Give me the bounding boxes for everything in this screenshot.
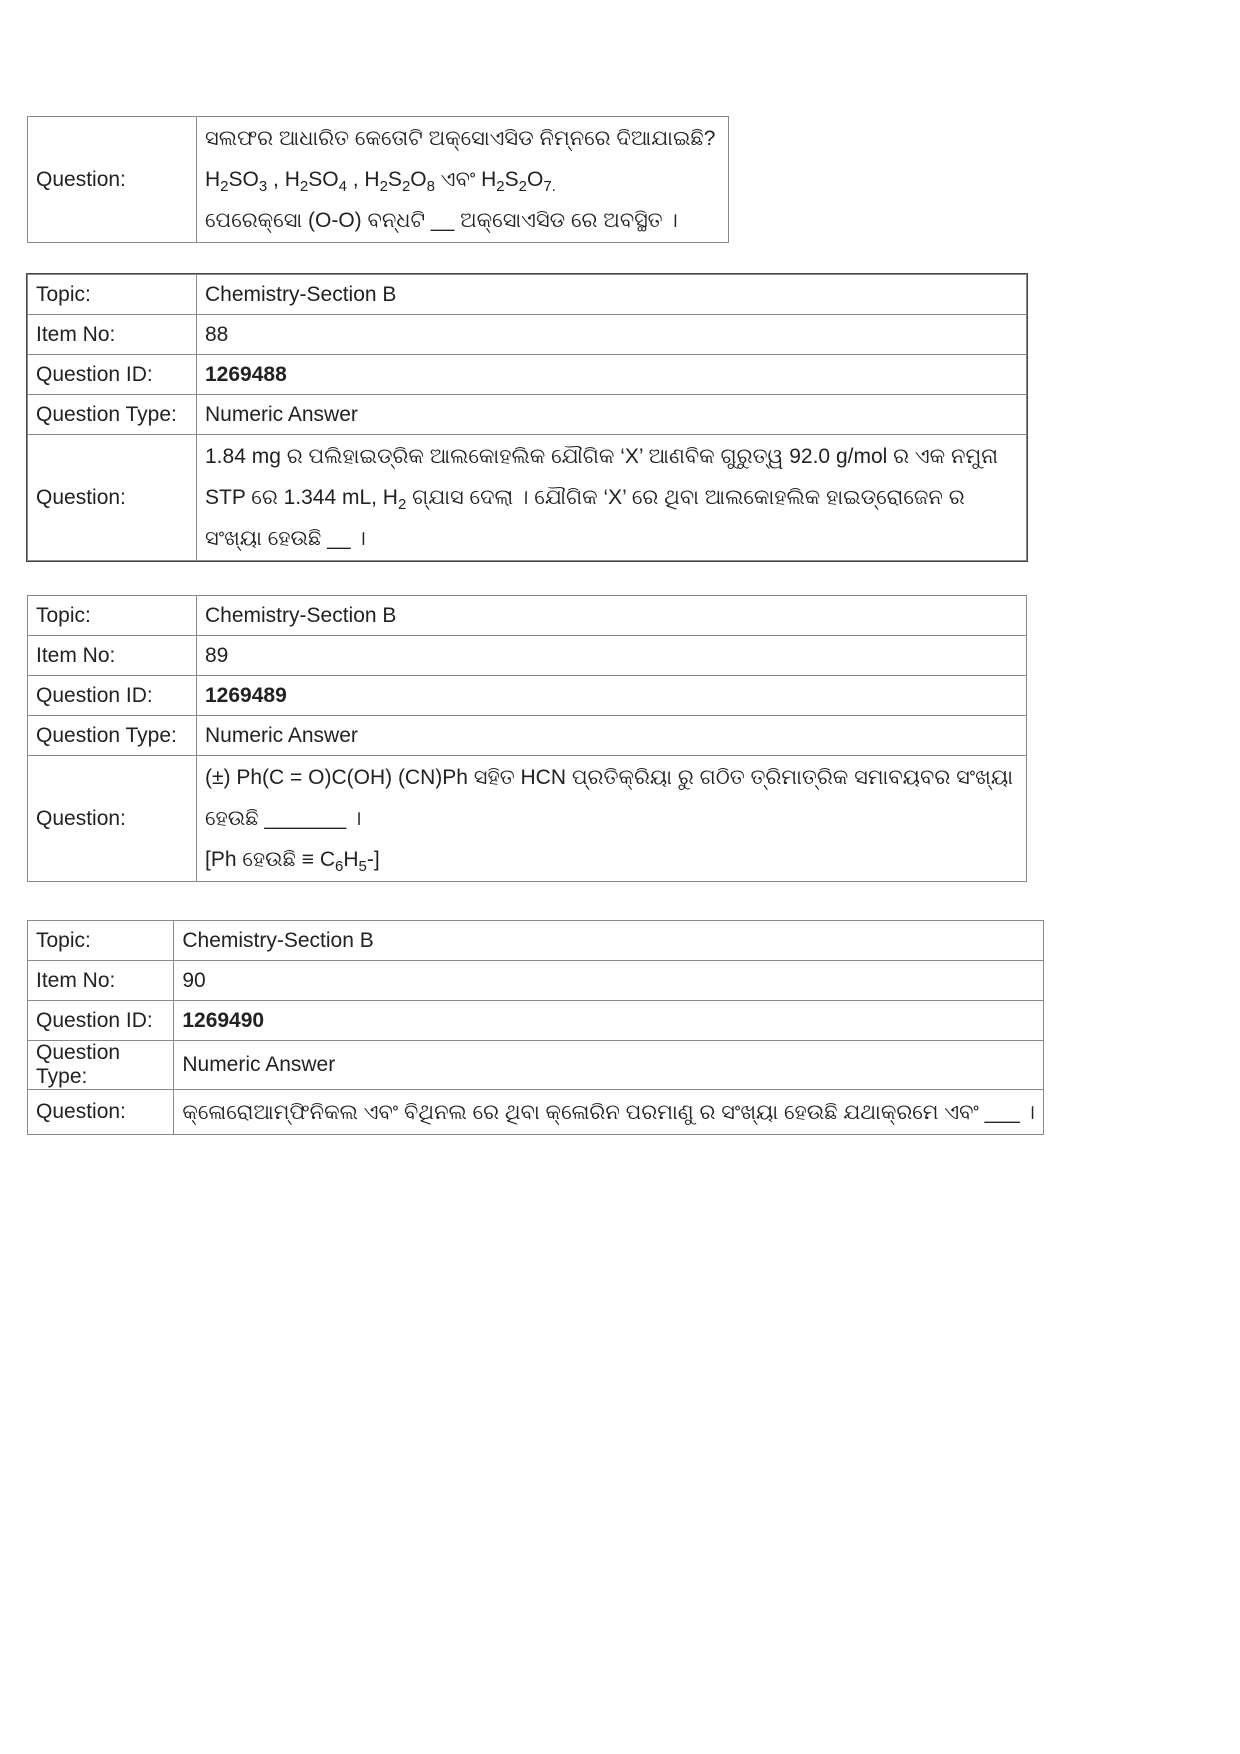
- topic-value: Chemistry-Section B: [197, 275, 1027, 315]
- question-line: ପେରେକ୍ସୋ (O-O) ବନ୍ଧଟି __ ଅକ୍ସୋଏସିଡ ରେ ଅବସ୍ଥିତ ।: [205, 209, 678, 232]
- question-id-label: Question ID:: [28, 676, 197, 716]
- topic-value: Chemistry-Section B: [174, 921, 1044, 961]
- question-87-table: [27, 116, 729, 243]
- question-type-label: Question Type:: [28, 1041, 174, 1090]
- question-formula-line: $H_2SO_3$ , $H_2SO_4$ , $H_2S_2O_8$ ଏବଂ $H_2S_2O_{7.}$: [205, 168, 556, 195]
- question-line: ସଂଖ୍ୟା ହେଉଛି __ ।: [205, 527, 366, 550]
- question-line: [Ph ହେଉଛି ≡ $C_6H_5-$]: [205, 848, 380, 875]
- question-type-label: Question Type:: [28, 716, 197, 756]
- question-id-value: 1269488: [197, 355, 1027, 395]
- question-line: STP ରେ 1.344 mL, $H_2$ ଗ୍ଯାସ ଦେଲା । ଯୌଗିକ ‘X’ ରେ ଥିବା ଆଲକୋହଲିକ ହାଇଡ୍ରୋଜେନ ର: [205, 486, 965, 513]
- question-90-table: [27, 920, 1044, 1135]
- question-label: Question:: [28, 117, 197, 243]
- question-id-label: Question ID:: [28, 1001, 174, 1041]
- topic-label: Topic:: [28, 921, 174, 961]
- question-text: [197, 435, 1027, 561]
- item-no-value: 88: [197, 315, 1027, 355]
- question-type-value: Numeric Answer: [197, 716, 1027, 756]
- question-label: Question:: [28, 1090, 174, 1135]
- question-text: [197, 756, 1027, 882]
- item-no-value: 89: [197, 636, 1027, 676]
- topic-label: Topic:: [28, 596, 197, 636]
- item-no-label: Item No:: [28, 961, 174, 1001]
- item-no-value: 90: [174, 961, 1044, 1001]
- question-text: [174, 1090, 1044, 1135]
- topic-label: Topic:: [28, 275, 197, 315]
- question-type-value: Numeric Answer: [174, 1041, 1044, 1090]
- question-line: 1.84 mg ର ପଲିହାଇଡ୍ରିକ ଆଲକୋହଲିକ ଯୌଗିକ ‘X’ ଆଣବିକ ଗୁରୁତ୍ୱ 92.0 g/mol ର ଏକ ନମୁନା: [205, 445, 999, 468]
- question-type-label: Question Type:: [28, 395, 197, 435]
- question-id-label: Question ID:: [28, 355, 197, 395]
- question-line: କ୍ଳୋରୋଆମ୍ଫିନିକଲ ଏବଂ ବିଥିନଲ ରେ ଥିବା କ୍ଳୋରିନ ପରମାଣୁ ର ସଂଖ୍ୟା ହେଉଛି ଯଥାକ୍ରମେ ଏବଂ ___ ।: [182, 1100, 1035, 1124]
- question-89-table: [27, 595, 1027, 882]
- question-id-value: 1269489: [197, 676, 1027, 716]
- question-text: [197, 117, 729, 243]
- question-88-table: [27, 274, 1027, 561]
- question-label: Question:: [28, 435, 197, 561]
- question-id-value: 1269490: [174, 1001, 1044, 1041]
- item-no-label: Item No:: [28, 636, 197, 676]
- question-label: Question:: [28, 756, 197, 882]
- topic-value: Chemistry-Section B: [197, 596, 1027, 636]
- question-line: ସଲଫର ଆଧାରିତ କେତୋଟି ଅକ୍ସୋଏସିଡ ନିମ୍ନରେ ଦିଆଯାଇଛି?: [205, 127, 716, 150]
- question-line: ହେଉଛି _______ ।: [205, 807, 362, 830]
- item-no-label: Item No:: [28, 315, 197, 355]
- question-line: (±) Ph(C = O)C(OH) (CN)Ph ସହିତ HCN ପ୍ରତିକ୍ରିୟା ରୁ ଗଠିତ ତ୍ରିମାତ୍ରିକ ସମାବୟବର ସଂଖ୍ୟା: [205, 766, 1013, 789]
- question-type-value: Numeric Answer: [197, 395, 1027, 435]
